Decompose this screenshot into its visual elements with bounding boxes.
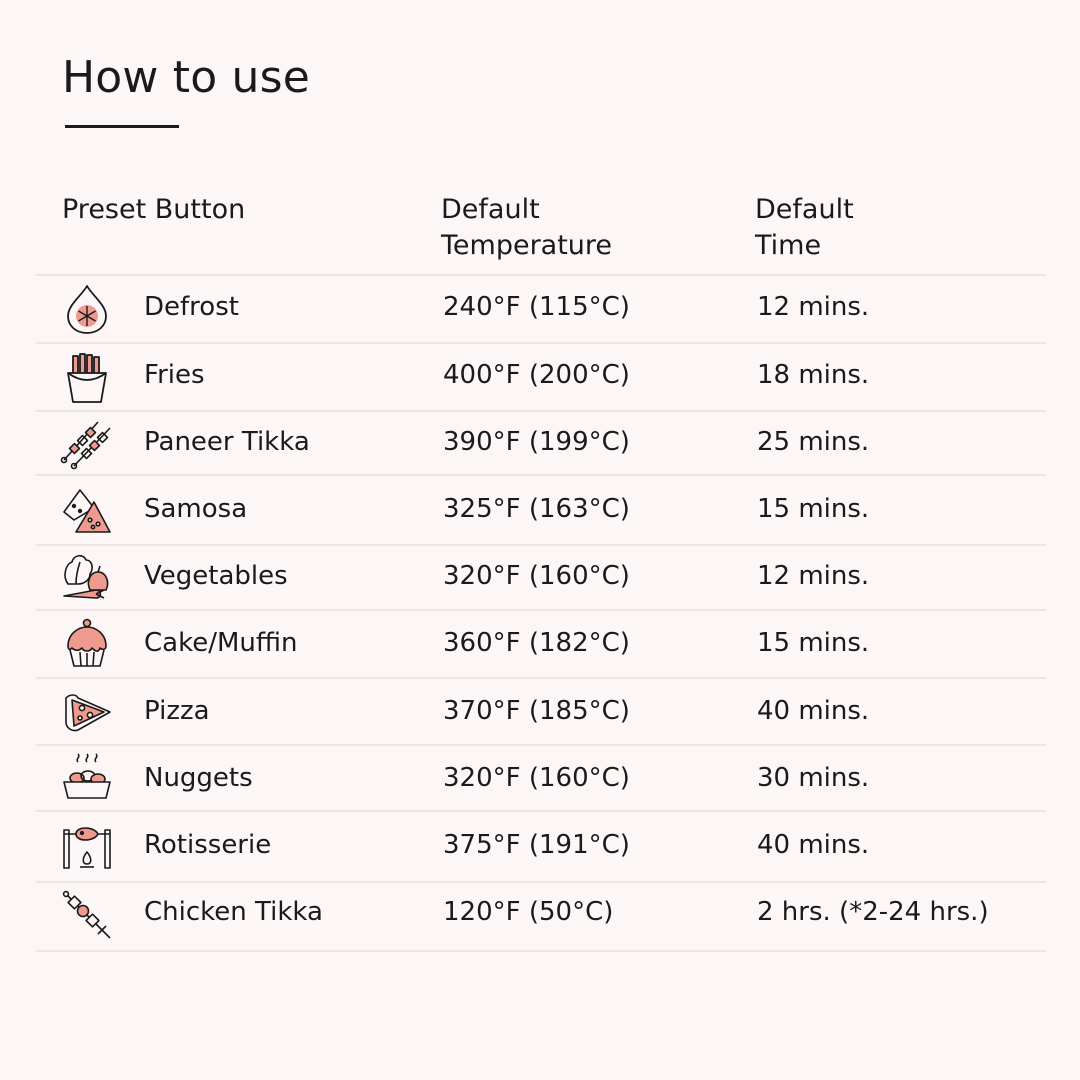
time-fries: 18 mins. [757,360,870,390]
header-temp-line2: Temperature [441,230,613,261]
header-preset-label: Preset Button [62,194,246,225]
fries-icon [60,351,114,405]
samosa-icon [60,484,114,538]
temp-nuggets: 320°F (160°C) [443,763,630,793]
time-defrost: 12 mins. [757,292,870,322]
temp-pizza: 370°F (185°C) [443,696,630,726]
divider [36,544,1046,546]
temp-cake-muffin: 360°F (182°C) [443,628,630,658]
temp-rotisserie: 375°F (191°C) [443,830,630,860]
divider [36,950,1046,952]
header-default-temperature [441,192,612,264]
preset-name-fries: Fries [144,360,205,390]
time-nuggets: 30 mins. [757,763,870,793]
time-rotisserie: 40 mins. [757,830,870,860]
rotisserie-icon [60,820,114,874]
pizza-icon [60,686,114,740]
divider [36,342,1046,344]
divider [36,474,1046,476]
chicken-skewer-icon [60,888,114,942]
cupcake-icon [60,616,114,670]
page-title: How to use [62,52,311,103]
header-temp-line1: Default [441,194,540,225]
time-chicken-tikka: 2 hrs. (*2-24 hrs.) [757,897,989,927]
header-time-line1: Default [755,194,854,225]
header-time-line2: Time [755,230,822,261]
temp-fries: 400°F (200°C) [443,360,630,390]
preset-name-samosa: Samosa [144,494,248,524]
preset-name-pizza: Pizza [144,696,210,726]
divider [36,810,1046,812]
nuggets-icon [60,750,114,804]
preset-name-defrost: Defrost [144,292,239,322]
defrost-icon [60,283,114,337]
divider [36,881,1046,883]
preset-name-cake-muffin: Cake/Muffin [144,628,298,658]
time-cake-muffin: 15 mins. [757,628,870,658]
skewers-icon [60,416,114,470]
divider [36,274,1046,276]
divider [36,677,1046,679]
time-samosa: 15 mins. [757,494,870,524]
preset-name-chicken-tikka: Chicken Tikka [144,897,323,927]
divider [36,744,1046,746]
temp-defrost: 240°F (115°C) [443,292,630,322]
preset-name-paneer-tikka: Paneer Tikka [144,427,310,457]
header-default-time [755,192,854,264]
temp-samosa: 325°F (163°C) [443,494,630,524]
header-preset-button [62,192,245,228]
preset-name-rotisserie: Rotisserie [144,830,272,860]
preset-name-vegetables: Vegetables [144,561,288,591]
temp-paneer-tikka: 390°F (199°C) [443,427,630,457]
time-pizza: 40 mins. [757,696,870,726]
preset-name-nuggets: Nuggets [144,763,253,793]
time-vegetables: 12 mins. [757,561,870,591]
title-underline [65,125,179,128]
vegetables-icon [60,550,114,604]
temp-vegetables: 320°F (160°C) [443,561,630,591]
time-paneer-tikka: 25 mins. [757,427,870,457]
divider [36,609,1046,611]
temp-chicken-tikka: 120°F (50°C) [443,897,614,927]
divider [36,410,1046,412]
